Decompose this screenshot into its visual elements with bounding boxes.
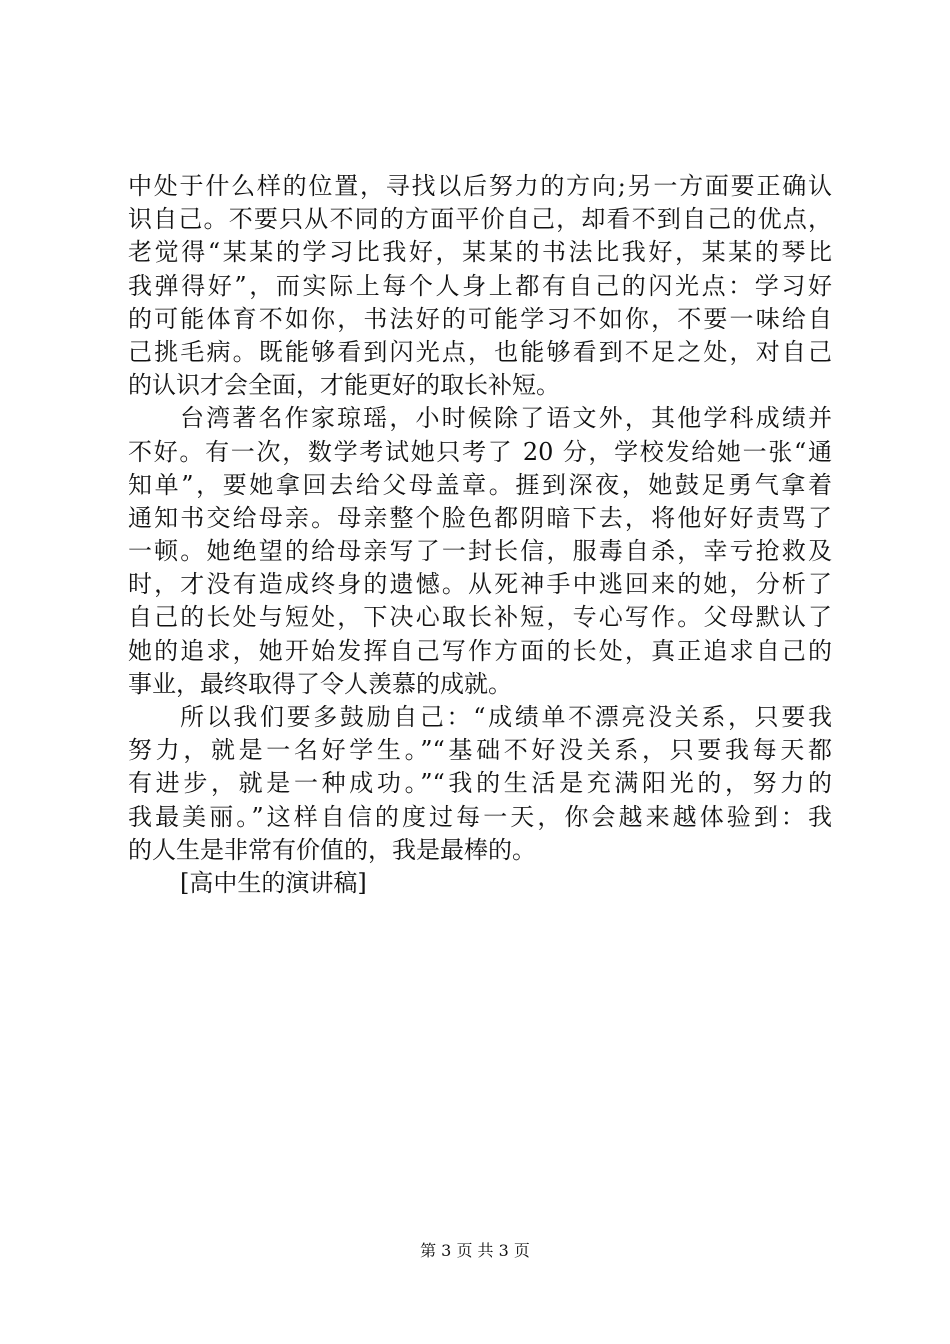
page-footer xyxy=(0,1240,950,1262)
document-title-tag: [高中生的演讲稿] xyxy=(180,868,367,897)
text-line: 的认识才会全面，才能更好的取长补短。 xyxy=(128,371,560,400)
text-line: 努力，就是一名好学生。”“基础不好没关系，只要我每天都 xyxy=(128,736,832,765)
text-line: 识自己。不要只从不同的方面平价自己，却看不到自己的优点， xyxy=(128,205,832,234)
text-line: 通知书交给母亲。母亲整个脸色都阴暗下去，将他好好责骂了 xyxy=(128,503,832,532)
paragraph-first-line: 所以我们要多鼓励自己：“成绩单不漂亮没关系，只要我 xyxy=(180,703,832,731)
text-line: 中处于什么样的位置，寻找以后努力的方向;另一方面要正确认 xyxy=(128,172,832,200)
text-line: 老觉得“某某的学习比我好，某某的书法比我好，某某的琴比 xyxy=(128,238,832,267)
page-number-label: 第 3 页 共 3 页 xyxy=(420,1241,530,1260)
text-line: 有进步，就是一种成功。”“我的生活是充满阳光的，努力的 xyxy=(128,769,832,798)
text-line: 她的追求，她开始发挥自己写作方面的长处，真正追求自己的 xyxy=(128,636,832,665)
text-line: 自己的长处与短处，下决心取长补短，专心写作。父母默认了 xyxy=(128,603,832,632)
document-body xyxy=(128,170,832,900)
text-line: 我弹得好”，而实际上每个人身上都有自己的闪光点：学习好 xyxy=(128,271,832,300)
text-line: 一顿。她绝望的给母亲写了一封长信，服毒自杀，幸亏抢救及 xyxy=(128,537,832,566)
text-line: 知单”，要她拿回去给父母盖章。捱到深夜，她鼓足勇气拿着 xyxy=(128,470,832,499)
text-line: 不好。有一次，数学考试她只考了 20 分，学校发给她一张“通 xyxy=(128,437,832,466)
text-line: 的人生是非常有价值的，我是最棒的。 xyxy=(128,835,536,864)
text-line: 己挑毛病。既能够看到闪光点，也能够看到不足之处，对自己 xyxy=(128,337,832,366)
paragraph-first-line: 台湾著名作家琼瑶，小时候除了语文外，其他学科成绩并 xyxy=(180,404,832,433)
text-line: 我最美丽。”这样自信的度过每一天，你会越来越体验到：我 xyxy=(128,802,832,831)
text-line: 的可能体育不如你，书法好的可能学习不如你，不要一味给自 xyxy=(128,304,832,333)
text-line: 时，才没有造成终身的遗憾。从死神手中逃回来的她，分析了 xyxy=(128,570,832,599)
text-line: 事业，最终取得了令人羡慕的成就。 xyxy=(128,669,512,698)
